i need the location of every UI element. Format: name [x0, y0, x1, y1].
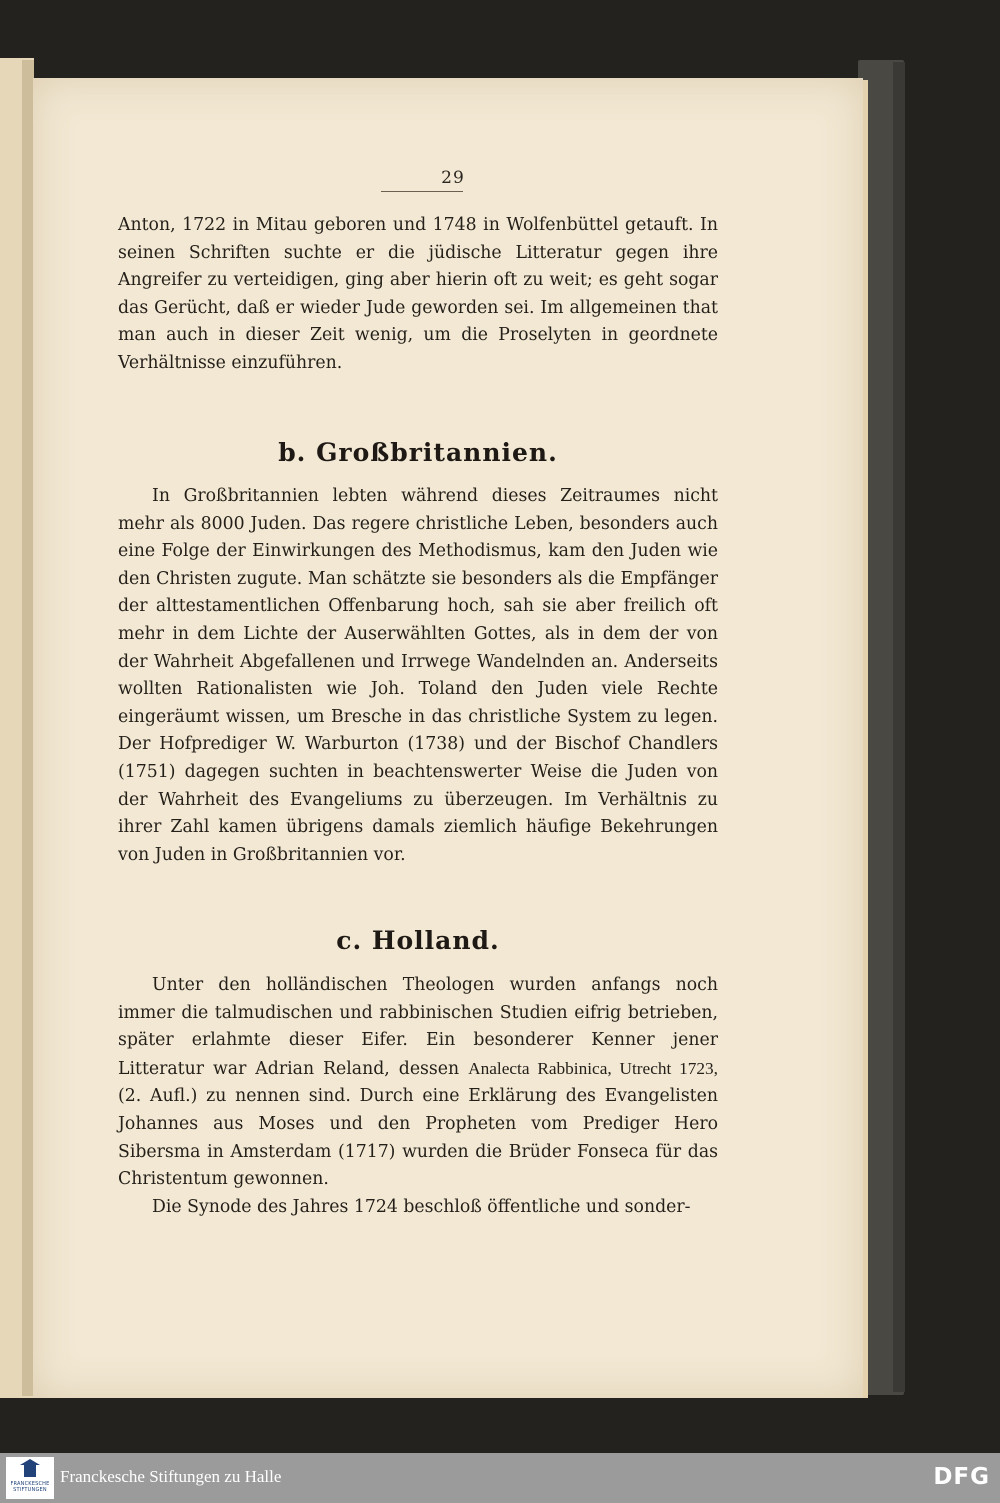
section-heading-c: c. Holland.: [336, 926, 500, 955]
section-b-text: [118, 483, 718, 869]
book-page: [33, 78, 863, 1398]
institution-logo[interactable]: [6, 1457, 54, 1499]
paragraph-text-after: (2. Aufl.) zu nennen sind. Durch eine Erklärung des Evangelisten Johannes aus Moses und den Propheten vom Prediger Hero Sibersma in Amsterdam (1717) wurden die Brüder Fonseca für das Christentum gewonnen.: [118, 1086, 718, 1190]
page-number-rule: [381, 191, 463, 192]
section-heading-b: b. Großbritannien.: [278, 438, 558, 467]
paragraph-text-before: Unter den holländischen Theologen wurden anfangs noch immer die talmudischen und rabbinischen Studien eifrig betrieben, später erlahmte dieser Eifer. Ein besonderer Kenner jener Litteratur war Adrian Reland, dessen: [118, 975, 718, 1079]
book-title-antiqua: Analecta Rabbinica, Utrecht 1723,: [468, 1058, 718, 1078]
page-number: 29: [441, 168, 465, 188]
building-icon: [24, 1463, 36, 1477]
dfg-logo[interactable]: DFG: [933, 1464, 990, 1490]
intro-paragraph: Anton, 1722 in Mitau geboren und 1748 in Wolfenbüttel getauft. In seinen Schriften suchte er die jüdische Litteratur gegen ihre Angreifer zu verteidigen, ging aber hierin oft zu weit; es geht sogar das Gerücht, daß er wieder Jude geworden sei. Im allgemeinen that man auch in dieser Zeit wenig, um die Proselyten in geordnete Verhältnisse einzuführen.: [118, 215, 718, 373]
section-b-paragraph: In Großbritannien lebten während dieses Zeitraumes nicht mehr als 8000 Juden. Das regere christliche Leben, besonders auch eine Folge der Einwirkungen des Methodismus, kam den Juden wie den Christen zugute. Man schätzte sie besonders als die Empfänger der alttestamentlichen Offenbarung hoch, sah sie aber freilich oft mehr in dem Lichte der Auserwählten Gottes, als in dem der von der Wahrheit Abgefallenen und Irrwege Wandelnden an. Anderseits wollten Rationalisten wie Joh. Toland den Juden viele Rechte eingeräumt wissen, um Bresche in das christliche System zu legen. Der Hofprediger W. Warburton (1738) und der Bischof Chandlers (1751) dagegen suchten in beachtenswerter Weise die Juden von der Wahrheit des Evangeliums zu überzeugen. Im Verhältnis zu ihrer Zahl kamen übrigens damals ziemlich häufige Bekehrungen von Juden in Großbritannien vor.: [118, 486, 718, 865]
section-c-text: [118, 972, 718, 1221]
intro-text: [118, 212, 718, 378]
logo-text: FRANCKESCHE STIFTUNGEN: [10, 1481, 50, 1493]
institution-name[interactable]: Franckesche Stiftungen zu Halle: [60, 1467, 282, 1486]
footer-bar: [0, 1453, 1000, 1503]
book-cover-edge: [893, 62, 905, 1392]
section-c-paragraph-2: Die Synode des Jahres 1724 beschloß öffentliche und sonder-: [152, 1196, 691, 1217]
section-c-paragraph-1: [118, 972, 718, 1194]
